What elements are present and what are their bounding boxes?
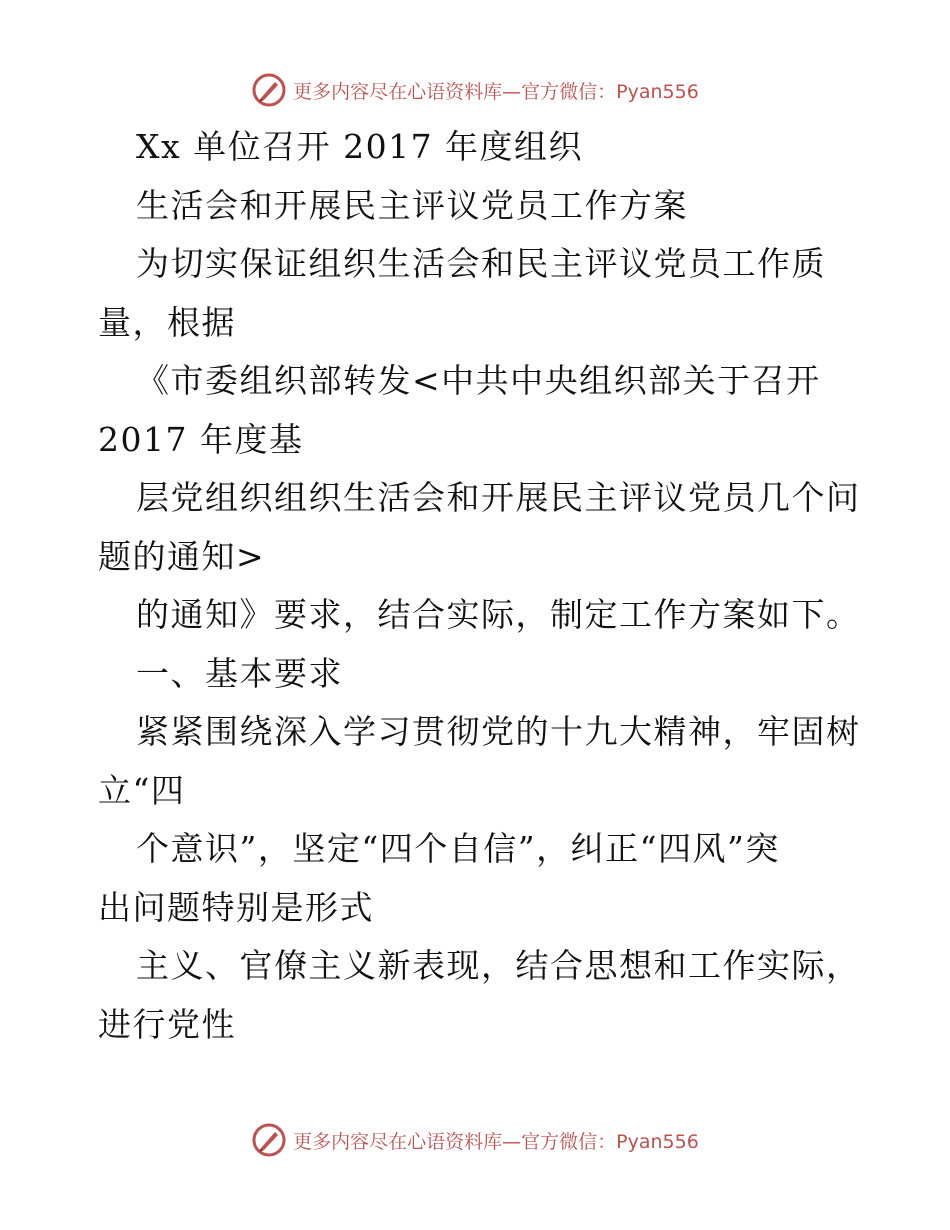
- paragraph-line: 量，根据: [98, 302, 236, 342]
- paragraph-line: 2017 年度基: [98, 419, 304, 459]
- section-heading: 一、基本要求: [136, 653, 343, 693]
- paragraph-line: 出问题特别是形式: [98, 887, 374, 927]
- title-line-2: 生活会和开展民主评议党员工作方案: [136, 185, 688, 225]
- paragraph-line: 题的通知>: [98, 536, 266, 576]
- paragraph-line: 主义、官僚主义新表现，结合思想和工作实际，: [136, 946, 861, 985]
- paragraph-line: 的通知》要求，结合实际，制定工作方案如下。: [136, 595, 861, 634]
- paragraph-line: 紧紧围绕深入学习贯彻党的十九大精神，牢固树: [136, 712, 861, 751]
- paragraph-line: 《市委组织部转发<中共中央组织部关于召开: [136, 361, 821, 400]
- pen-circle-logo-icon: [251, 72, 287, 108]
- header-banner: [0, 68, 950, 112]
- paragraph-line: 个意识”，坚定“四个自信”，纠正“四风”突: [136, 829, 780, 868]
- pen-circle-logo-icon: [251, 1122, 287, 1158]
- paragraph-line: 层党组织组织生活会和开展民主评议党员几个问: [136, 478, 861, 517]
- document-body: [98, 118, 861, 1054]
- paragraph-line: 进行党性: [98, 1004, 236, 1044]
- title-line-1: Xx 单位召开 2017 年度组织: [136, 127, 584, 166]
- header-banner-text: 更多内容尽在心语资料库—官方微信：Pyan556: [293, 80, 699, 103]
- footer-banner-text: 更多内容尽在心语资料库—官方微信：Pyan556: [293, 1130, 699, 1153]
- footer-banner: [0, 1118, 950, 1162]
- paragraph-line: 立“四: [98, 770, 186, 810]
- paragraph-line: 为切实保证组织生活会和民主评议党员工作质: [136, 244, 826, 283]
